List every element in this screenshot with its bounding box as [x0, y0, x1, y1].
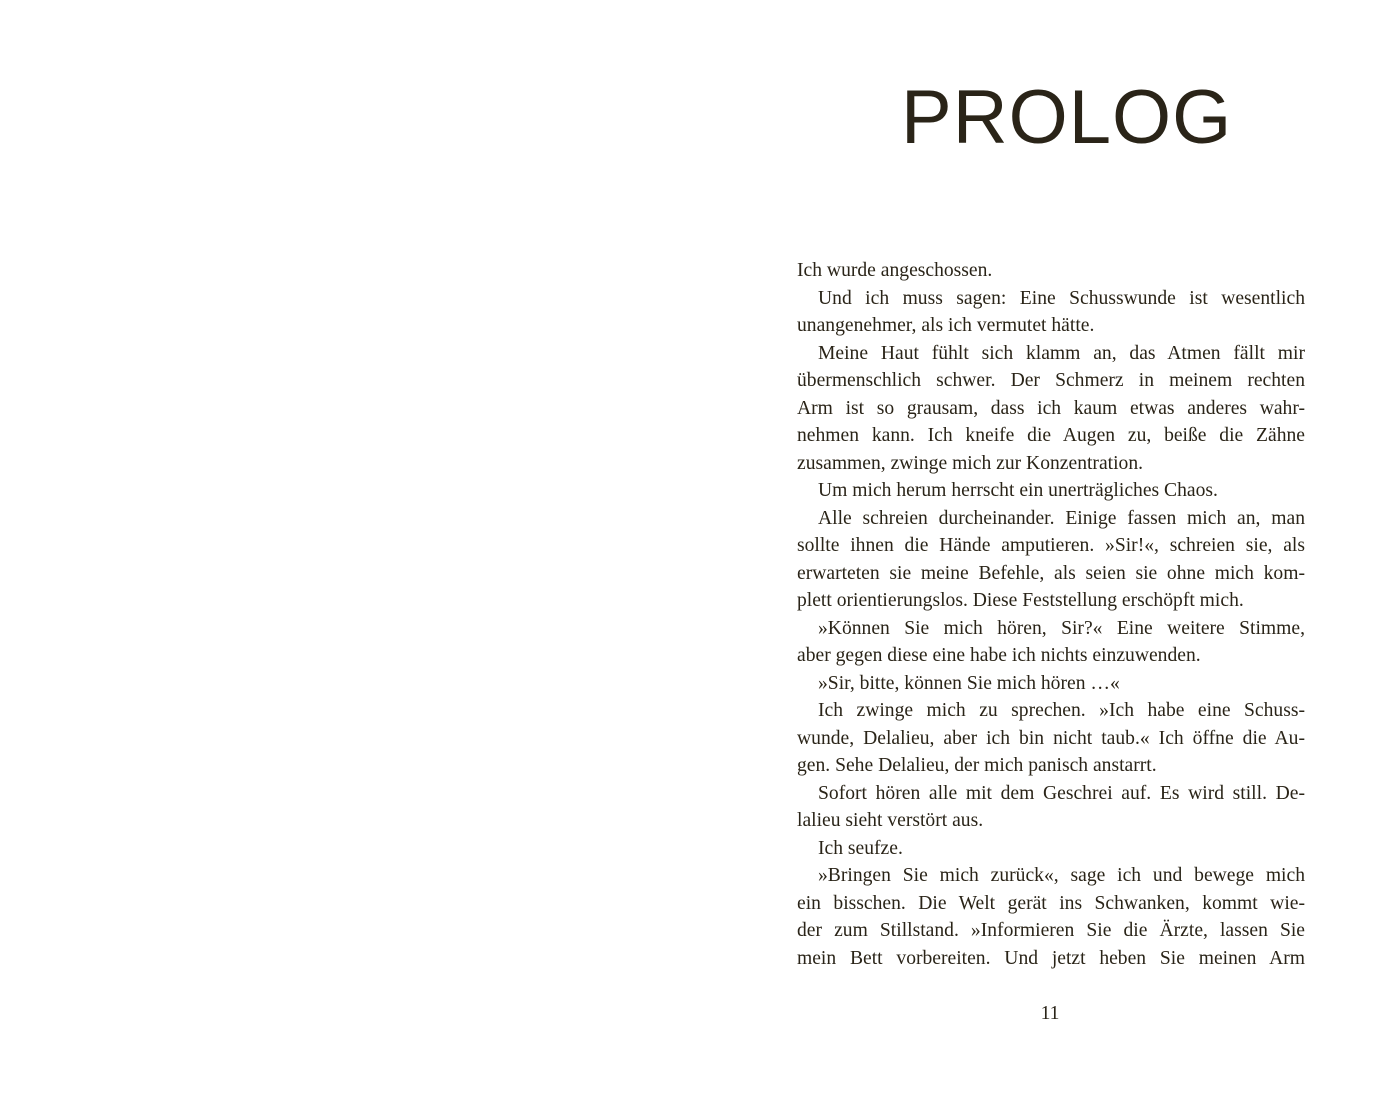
text-line: nehmen kann. Ich kneife die Augen zu, beiße die Zähne: [797, 425, 1305, 446]
text-line: sollte ihnen die Hände amputieren. »Sir!«, schreien sie, als: [797, 535, 1305, 556]
text-line: lalieu sieht verstört aus.: [797, 810, 984, 831]
text-line: plett orientierungslos. Diese Feststellung erschöpft mich.: [797, 590, 1244, 611]
page-number: 11: [1040, 1003, 1060, 1024]
text-line: mein Bett vorbereiten. Und jetzt heben Sie meinen Arm: [797, 947, 1305, 969]
text-line: »Bringen Sie mich zurück«, sage ich und bewege mich: [818, 865, 1305, 886]
text-line: wunde, Delalieu, aber ich bin nicht taub.« Ich öffne die Au-: [797, 727, 1305, 749]
chapter-title: PROLOG: [901, 75, 1233, 160]
text-line: Um mich herum herrscht ein unerträgliches Chaos.: [818, 480, 1218, 501]
text-line: zusammen, zwinge mich zur Konzentration.: [797, 452, 1144, 474]
text-line: Ich wurde angeschossen.: [797, 260, 993, 281]
text-line: Meine Haut fühlt sich klamm an, das Atmen fällt mir: [818, 342, 1305, 364]
text-line: aber gegen diese eine habe ich nichts einzuwenden.: [797, 645, 1201, 666]
text-line: der zum Stillstand. »Informieren Sie die Ärzte, lassen Sie: [797, 920, 1305, 941]
body-text: [797, 257, 1305, 972]
text-line: Und ich muss sagen: Eine Schusswunde ist wesentlich: [818, 287, 1305, 309]
text-line: erwarteten sie meine Befehle, als seien sie ohne mich kom-: [797, 562, 1305, 584]
text-line: »Können Sie mich hören, Sir?« Eine weitere Stimme,: [818, 617, 1305, 639]
text-line: übermenschlich schwer. Der Schmerz in meinem rechten: [797, 370, 1305, 391]
text-line: »Sir, bitte, können Sie mich hören …«: [818, 672, 1120, 694]
text-line: gen. Sehe Delalieu, der mich panisch anstarrt.: [797, 755, 1157, 776]
text-line: Alle schreien durcheinander. Einige fassen mich an, man: [818, 507, 1305, 529]
text-line: unangenehmer, als ich vermutet hätte.: [797, 315, 1095, 336]
text-line: Ich zwinge mich zu sprechen. »Ich habe eine Schuss-: [818, 700, 1305, 721]
text-line: ein bisschen. Die Welt gerät ins Schwanken, kommt wie-: [797, 892, 1305, 914]
text-line: Ich seufze.: [818, 837, 903, 859]
text-line: Arm ist so grausam, dass ich kaum etwas anderes wahr-: [797, 397, 1305, 419]
text-line: Sofort hören alle mit dem Geschrei auf. Es wird still. De-: [818, 782, 1305, 804]
